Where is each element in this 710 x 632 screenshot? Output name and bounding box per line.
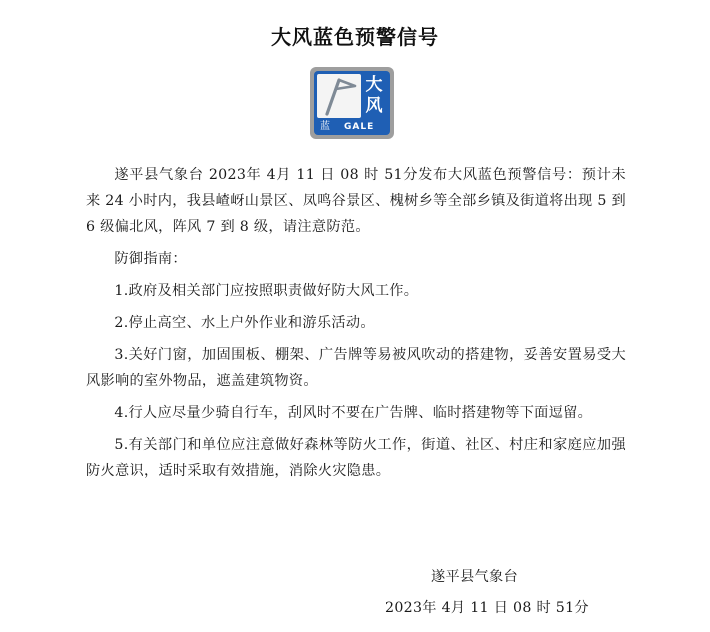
defense-guide-item-4: 4.行人应尽量少骑自行车，刮风时不要在广告牌、临时搭建物等下面逗留。 — [114, 405, 593, 421]
defense-guide-item-2: 2.停止高空、水上户外作业和游乐活动。 — [114, 315, 375, 331]
signal-icon-flag-panel — [317, 74, 361, 118]
defense-guide-heading: 防御指南： — [114, 251, 187, 267]
signature-organization: 遂平县气象台 — [431, 569, 518, 585]
defense-guide-item-1: 1.政府及相关部门应按照职责做好防大风工作。 — [114, 283, 419, 299]
defense-guide-item-5: 5.有关部门和单位应注意做好森林等防火工作，街道、社区、村庄和家庭应加强防火意识，适时采取有效措施，消除火灾隐患。 — [86, 437, 626, 479]
signal-icon-char-2: 风 — [365, 96, 383, 116]
signal-icon-char-1: 大 — [365, 75, 383, 95]
page-title: 大风蓝色预警信号 — [271, 25, 439, 49]
blue-gale-warning-signal-icon — [310, 67, 394, 139]
signal-icon-level-text: 蓝 — [320, 121, 330, 132]
wind-warning-flag-icon — [317, 74, 361, 118]
signal-icon-english-label: GALE — [344, 122, 375, 132]
defense-guide-item-3: 3.关好门窗，加固围板、棚架、广告牌等易被风吹动的搭建物，妥善安置易受大风影响的室外物品，遮盖建筑物资。 — [86, 347, 626, 389]
warning-body — [86, 162, 626, 490]
signature-datetime: 2023年 4月 11 日 08 时 51分 — [385, 600, 589, 616]
warning-announcement: 遂平县气象台 2023年 4月 11 日 08 时 51分发布大风蓝色预警信号：预计未来 24 小时内，我县嵖岈山景区、凤鸣谷景区、槐树乡等全部乡镇及街道将出现 5 到 6 级偏北风，阵风 7 到 8 级，请注意防范。 — [86, 167, 626, 235]
signal-icon-body — [314, 71, 390, 135]
